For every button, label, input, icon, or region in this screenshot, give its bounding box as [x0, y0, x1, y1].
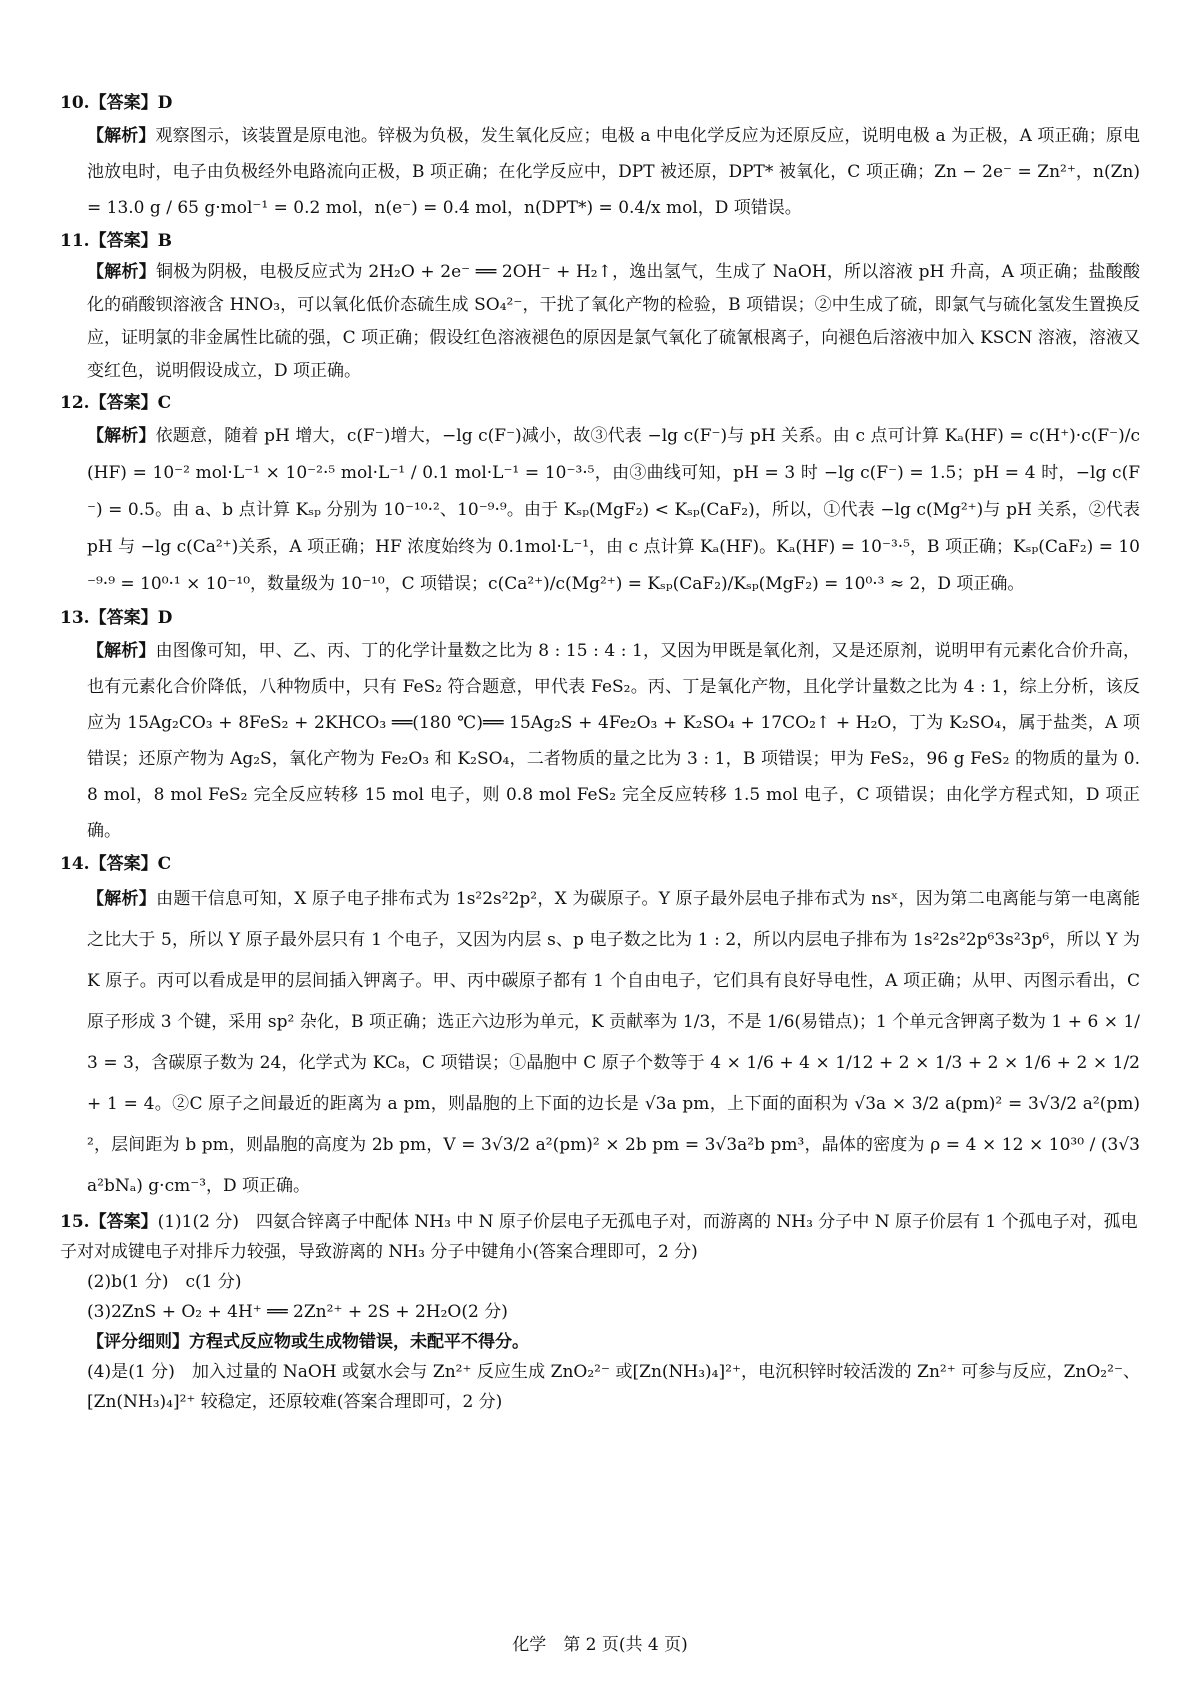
question-15-part-1: (1)1(2 分) 四氨合锌离子中配体 NH₃ 中 N 原子价层电子无孤电子对，而游离的 NH₃ 分子中 N 原子价层有 1 个孤电子对，孤电子对对成键电子对排斥力较强，导致游离的 NH₃ 分子中键角小(答案合理即可，2 分)	[60, 1212, 1138, 1262]
question-15-label: 15.【答案】	[60, 1212, 158, 1232]
question-14-answer: 14.【答案】C	[60, 854, 172, 874]
question-12	[60, 388, 1140, 603]
analysis-tag: 【解析】	[87, 889, 157, 909]
question-10-analysis	[87, 118, 1140, 226]
question-14	[60, 849, 1140, 1207]
question-15-part-4: (4)是(1 分) 加入过量的 NaOH 或氨水会与 Zn²⁺ 反应生成 ZnO₂²⁻ 或[Zn(NH₃)₄]²⁺，电沉积锌时较活泼的 Zn²⁺ 可参与反应，ZnO₂²⁻、[Zn(NH₃)₄]²⁺ 较稳定，还原较难(答案合理即可，2 分)	[87, 1362, 1140, 1412]
answer-page	[60, 88, 1140, 1417]
question-15	[60, 1207, 1140, 1417]
question-12-analysis-text: 依题意，随着 pH 增大，c(F⁻)增大，−lg c(F⁻)减小，故③代表 −lg c(F⁻)与 pH 关系。由 c 点可计算 Kₐ(HF) = c(H⁺)·c(F⁻)/c(HF) = 10⁻² mol·L⁻¹ × 10⁻²·⁵ mol·L⁻¹ / 0.1 mol·L⁻¹ = 10⁻³·⁵，由③曲线可知，pH = 3 时 −lg c(F⁻) = 1.5；pH = 4 时，−lg c(F⁻) = 0.5。由 a、b 点计算 Kₛₚ 分别为 10⁻¹⁰·²、10⁻⁹·⁹。由于 Kₛₚ(MgF₂) < Kₛₚ(CaF₂)，所以，①代表 −lg c(Mg²⁺)与 pH 关系，②代表 pH 与 −lg c(Ca²⁺)关系，A 项正确；HF 浓度始终为 0.1mol·L⁻¹，由 c 点计算 Kₐ(HF)。Kₐ(HF) = 10⁻³·⁵，B 项正确；Kₛₚ(CaF₂) = 10⁻⁹·⁹ = 10⁰·¹ × 10⁻¹⁰，数量级为 10⁻¹⁰，C 项错误；c(Ca²⁺)/c(Mg²⁺) = Kₛₚ(CaF₂)/Kₛₚ(MgF₂) = 10⁰·³ ≈ 2，D 项正确。	[87, 426, 1141, 594]
question-10	[60, 88, 1140, 226]
analysis-tag: 【解析】	[87, 426, 156, 446]
question-10-answer: 10.【答案】D	[60, 93, 173, 113]
analysis-tag: 【解析】	[87, 641, 156, 661]
question-11-analysis	[87, 256, 1140, 388]
question-13-analysis	[87, 633, 1140, 849]
question-11-analysis-text: 铜极为阴极，电极反应式为 2H₂O + 2e⁻ ══ 2OH⁻ + H₂↑，逸出氢气，生成了 NaOH，所以溶液 pH 升高，A 项正确；盐酸酸化的硝酸钡溶液含 HNO₃，可以氧化低价态硫生成 SO₄²⁻，干扰了氧化产物的检验，B 项错误；②中生成了硫，即氯气与硫化氢发生置换反应，证明氯的非金属性比硫的强，C 项正确；假设红色溶液褪色的原因是氯气氧化了硫氰根离子，向褪色后溶液中加入 KSCN 溶液，溶液又变红色，说明假设成立，D 项正确。	[87, 262, 1140, 381]
question-15-part-2: (2)b(1 分) c(1 分)	[87, 1272, 242, 1292]
question-13	[60, 603, 1140, 849]
analysis-tag: 【解析】	[87, 126, 156, 146]
question-11	[60, 226, 1140, 388]
question-15-answer-head	[60, 1207, 1140, 1267]
question-15-rubric: 【评分细则】方程式反应物或生成物错误，未配平不得分。	[87, 1332, 529, 1352]
question-12-answer: 12.【答案】C	[60, 393, 172, 413]
question-13-answer: 13.【答案】D	[60, 608, 173, 628]
question-12-analysis	[87, 418, 1140, 603]
analysis-tag: 【解析】	[87, 262, 156, 282]
question-11-answer: 11.【答案】B	[60, 231, 172, 251]
question-14-analysis	[87, 879, 1140, 1207]
question-15-part-3: (3)2ZnS + O₂ + 4H⁺ ══ 2Zn²⁺ + 2S + 2H₂O(2 分)	[87, 1302, 508, 1322]
page-footer: 化学 第 2 页(共 4 页)	[512, 1635, 688, 1655]
question-13-analysis-text: 由图像可知，甲、乙、丙、丁的化学计量数之比为 8 : 15 : 4 : 1，又因为甲既是氧化剂，又是还原剂，说明甲有元素化合价升高，也有元素化合价降低，八种物质中，只有 FeS₂ 符合题意，甲代表 FeS₂。丙、丁是氧化产物，且化学计量数之比为 4 : 1，综上分析，该反应为 15Ag₂CO₃ + 8FeS₂ + 2KHCO₃ ══(180 ℃)══ 15Ag₂S + 4Fe₂O₃ + K₂SO₄ + 17CO₂↑ + H₂O，丁为 K₂SO₄，属于盐类，A 项错误；还原产物为 Ag₂S，氧化产物为 Fe₂O₃ 和 K₂SO₄，二者物质的量之比为 3 : 1，B 项错误；甲为 FeS₂，96 g FeS₂ 的物质的量为 0.8 mol，8 mol FeS₂ 完全反应转移 15 mol 电子，则 0.8 mol FeS₂ 完全反应转移 1.5 mol 电子，C 项错误；由化学方程式知，D 项正确。	[87, 641, 1140, 841]
question-10-analysis-text: 观察图示，该装置是原电池。锌极为负极，发生氧化反应；电极 a 中电化学反应为还原反应，说明电极 a 为正极，A 项正确；原电池放电时，电子由负极经外电路流向正极，B 项正确；在化学反应中，DPT 被还原，DPT* 被氧化，C 项正确；Zn − 2e⁻ = Zn²⁺，n(Zn) = 13.0 g / 65 g·mol⁻¹ = 0.2 mol，n(e⁻) = 0.4 mol，n(DPT*) = 0.4/x mol，D 项错误。	[87, 126, 1140, 218]
question-14-analysis-text: 由题干信息可知，X 原子电子排布式为 1s²2s²2p²，X 为碳原子。Y 原子最外层电子排布式为 nsˣ，因为第二电离能与第一电离能之比大于 5，所以 Y 原子最外层只有 1 个电子，又因为内层 s、p 电子数之比为 1 : 2，所以内层电子排布为 1s²2s²2p⁶3s²3p⁶，所以 Y 为 K 原子。丙可以看成是甲的层间插入钾离子。甲、丙中碳原子都有 1 个自由电子，它们具有良好导电性，A 项正确；从甲、丙图示看出，C 原子形成 3 个键，采用 sp² 杂化，B 项正确；选正六边形为单元，K 贡献率为 1/3，不是 1/6(易错点)；1 个单元含钾离子数为 1 + 6 × 1/3 = 3，含碳原子数为 24，化学式为 KC₈，C 项错误；①晶胞中 C 原子个数等于 4 × 1/6 + 4 × 1/12 + 2 × 1/3 + 2 × 1/6 + 2 × 1/2 + 1 = 4。②C 原子之间最近的距离为 a pm，则晶胞的上下面的边长是 √3a pm，上下面的面积为 √3a × 3/2 a(pm)² = 3√3/2 a²(pm)²，层间距为 b pm，则晶胞的高度为 2b pm，V = 3√3/2 a²(pm)² × 2b pm = 3√3a²b pm³，晶体的密度为 ρ = 4 × 12 × 10³⁰ / (3√3a²bNₐ) g·cm⁻³，D 项正确。	[87, 889, 1141, 1196]
